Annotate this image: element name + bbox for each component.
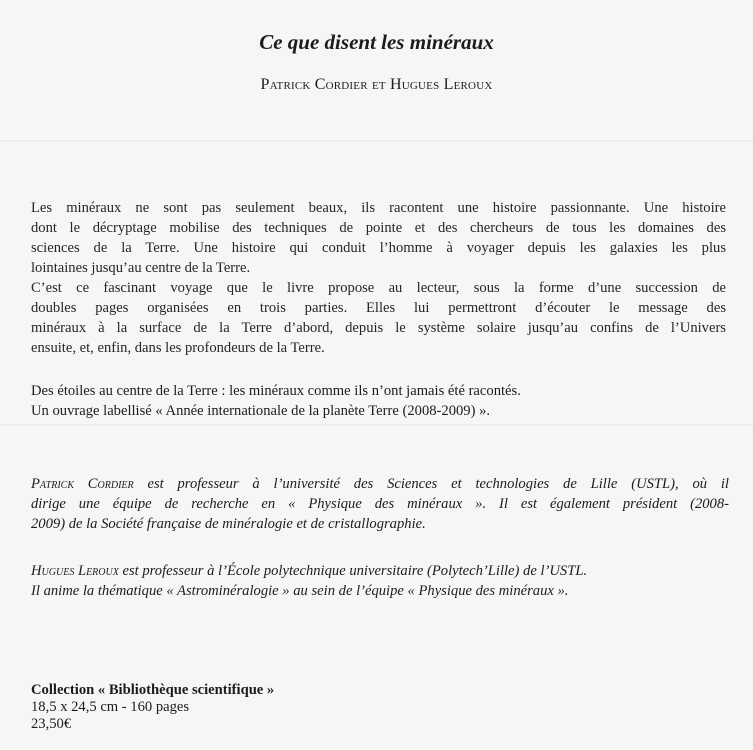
author-name: Patrick Cordier (31, 476, 134, 492)
bio-line: dirige une équipe de recherche en « Physique des minéraux ». Il est également président (2008- (31, 496, 729, 512)
summary-line: sciences de la Terre. Une histoire qui conduit l’homme à voyager depuis les galaxies les plus (31, 240, 726, 256)
summary-line: C’est ce fascinant voyage que le livre propose au lecteur, sous la forme d’une succession de (31, 280, 726, 296)
summary-block (31, 198, 726, 358)
author-name: Hugues Leroux (31, 563, 119, 579)
author-bio-cordier (31, 474, 729, 534)
summary-line: doubles pages organisées en trois parties. Elles lui permettront d’écouter le message des (31, 300, 726, 316)
paper-fold (0, 140, 753, 142)
bio-line: est professeur à l’université des Sciences et technologies de Lille (USTL), où il (133, 476, 729, 492)
tagline-block (31, 381, 726, 421)
collection-title: Collection « Bibliothèque scientifique » (31, 682, 275, 698)
collection-info (31, 682, 531, 733)
author-bio-leroux (31, 561, 729, 601)
book-authors: Patrick Cordier et Hugues Leroux (260, 76, 493, 93)
tagline-line: Des étoiles au centre de la Terre : les minéraux comme ils n’ont jamais été racontés. (31, 383, 521, 399)
book-price: 23,50€ (31, 716, 72, 732)
book-format: 18,5 x 24,5 cm - 160 pages (31, 699, 190, 715)
book-title: Ce que disent les minéraux (259, 30, 494, 54)
bio-line: 2009) de la Société française de minéralogie et de cristallographie. (31, 516, 426, 532)
bio-line: est professeur à l’École polytechnique universitaire (Polytech’Lille) de l’USTL. (118, 563, 588, 579)
summary-line: dont le décryptage mobilise des techniques de pointe et des chercheurs de tous les domaines des (31, 220, 726, 236)
summary-line: ensuite, et, enfin, dans les profondeurs de la Terre. (31, 340, 325, 356)
summary-line: lointaines jusqu’au centre de la Terre. (31, 260, 251, 276)
summary-line: Les minéraux ne sont pas seulement beaux, ils racontent une histoire passionnante. Une histoire (31, 200, 726, 216)
summary-line: minéraux à la surface de la Terre d’abord, depuis le système solaire jusqu’au confins de l’Univers (31, 320, 726, 336)
paper-fold (0, 424, 753, 426)
tagline-line: Un ouvrage labellisé « Année internationale de la planète Terre (2008-2009) ». (31, 403, 491, 419)
bio-line: Il anime la thématique « Astrominéralogie » au sein de l’équipe « Physique des minéraux ». (31, 583, 569, 599)
